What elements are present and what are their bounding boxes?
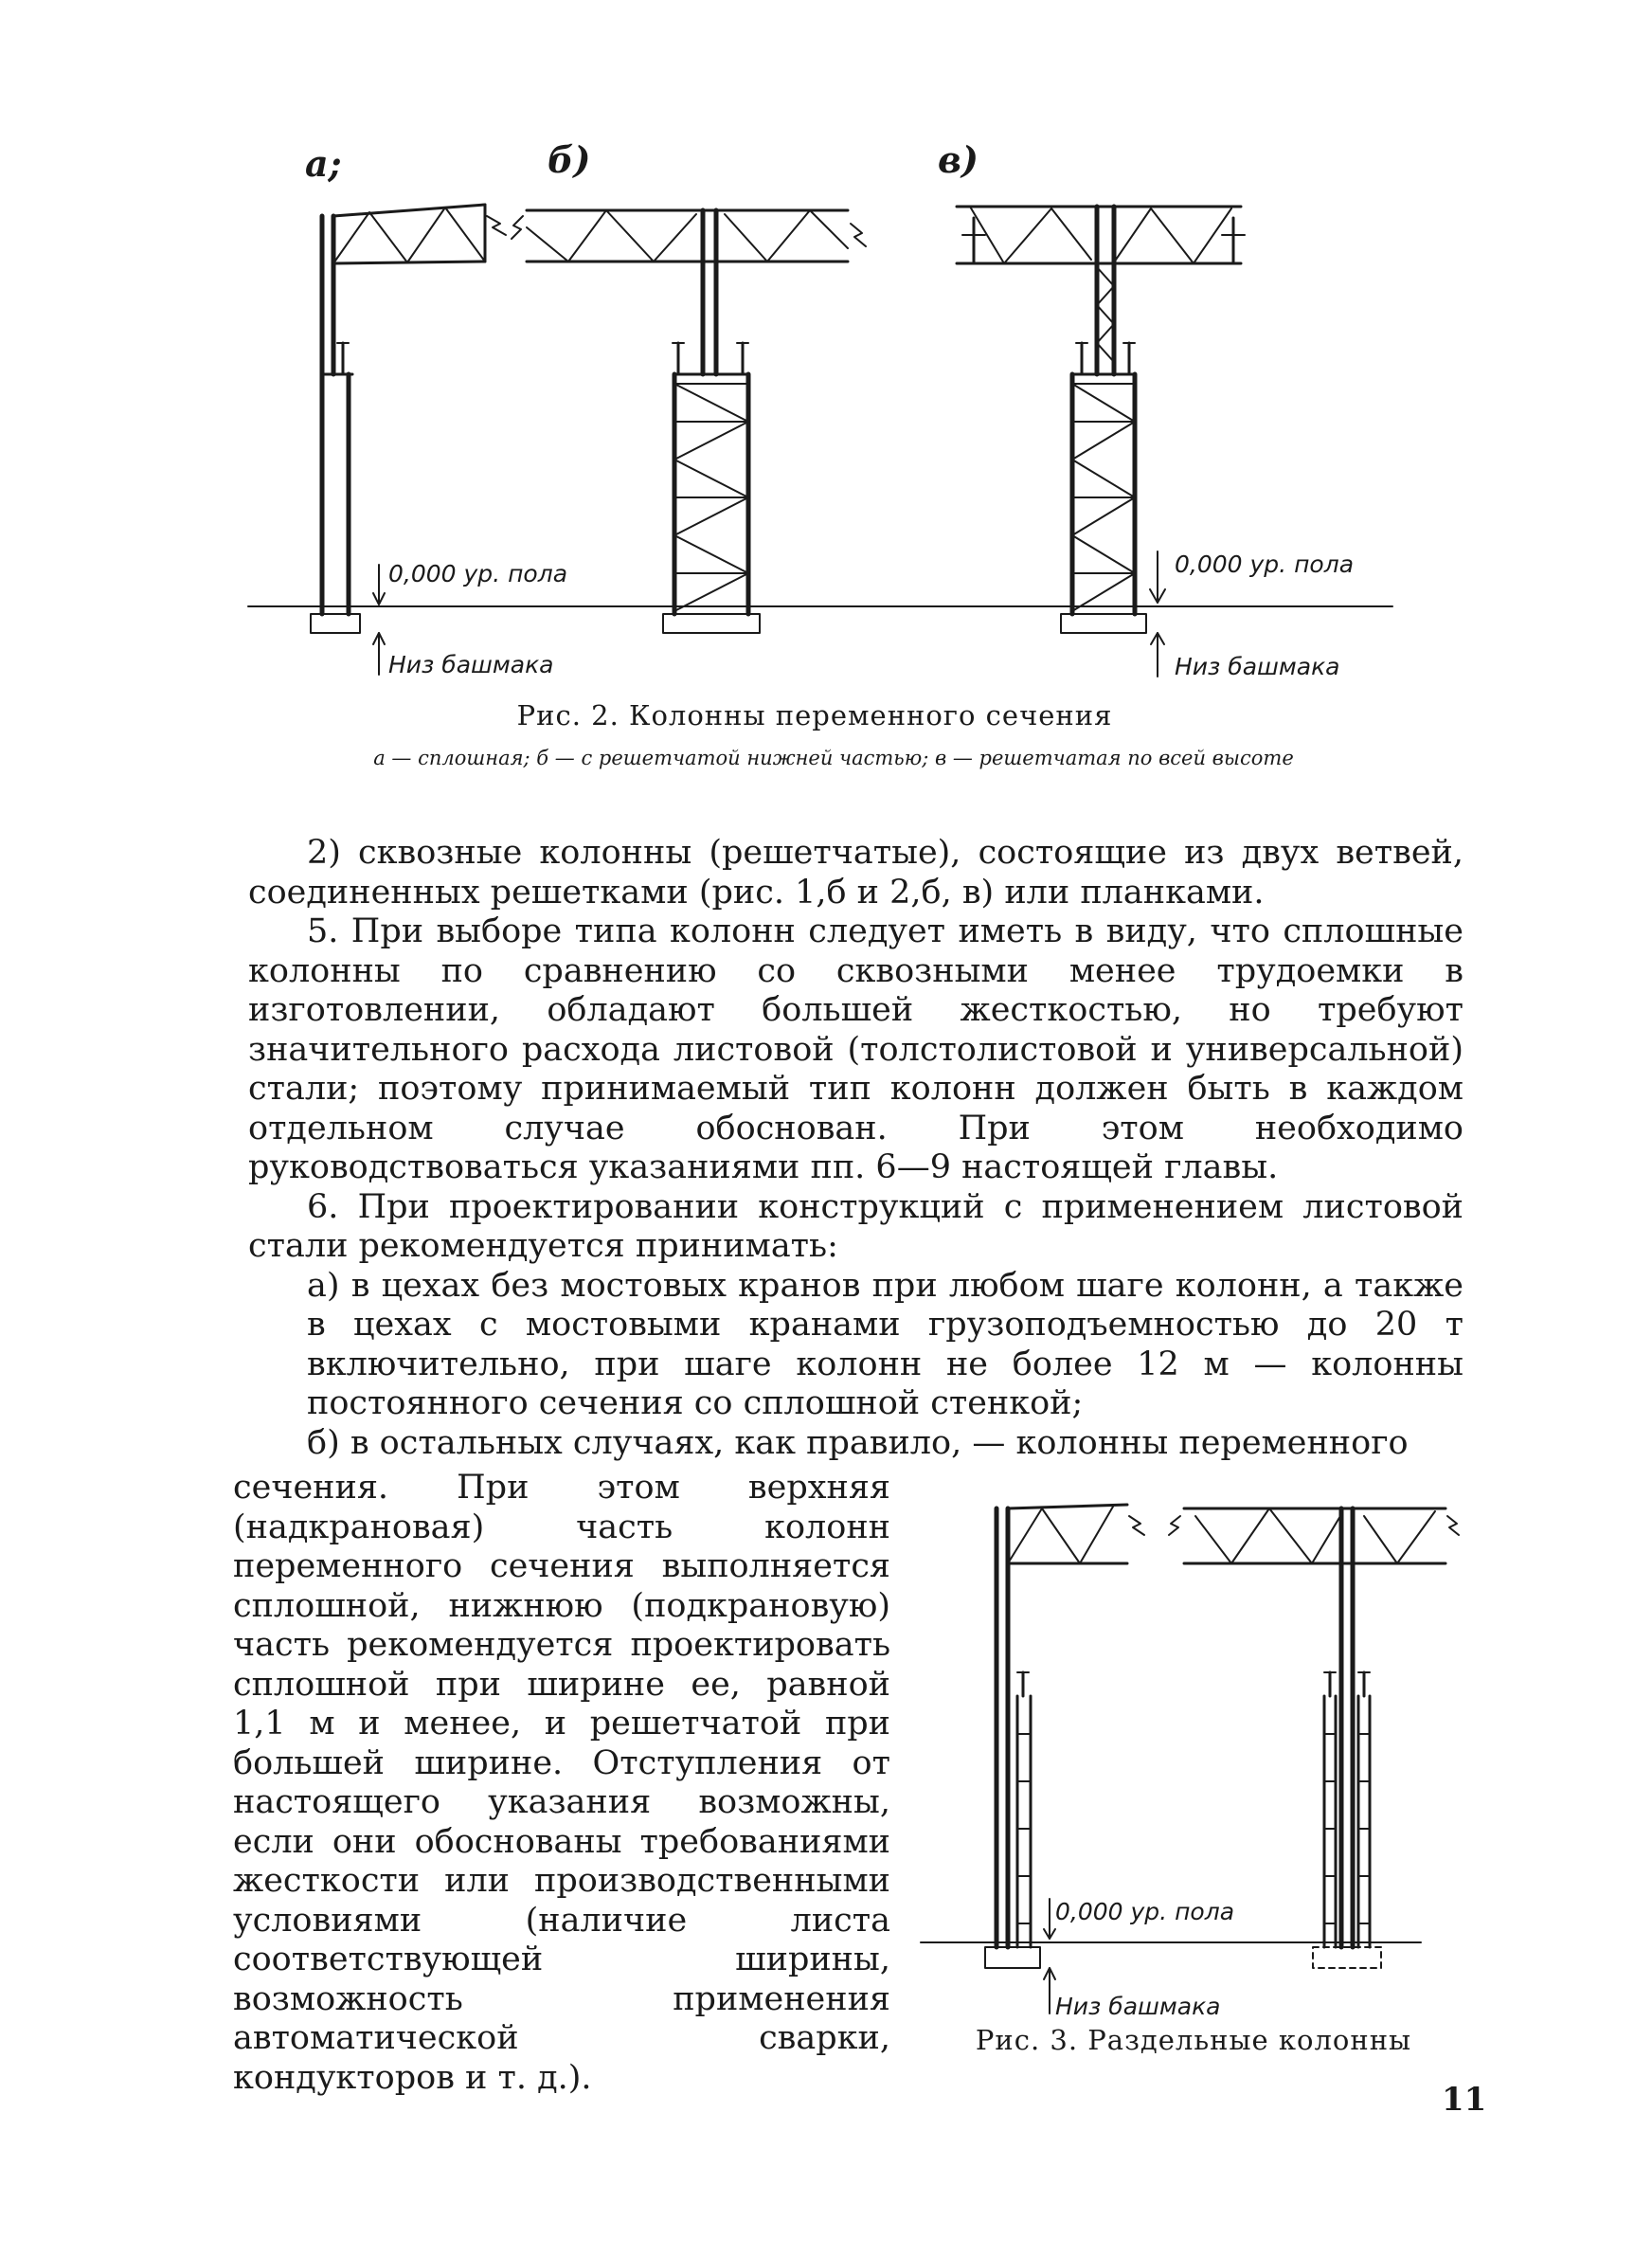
figure-2-legend: а — сплошная; б — с решетчатой нижней частью; в — решетчатая по всей высоте <box>373 747 1294 769</box>
bottom-label-a: Низ башмака <box>388 651 554 678</box>
level-label-c: 0,000 ур. пола <box>1175 551 1355 578</box>
panel-label-c: в) <box>938 138 979 181</box>
figure-2-title: Рис. 2. Колонны переменного сечения <box>516 699 1113 731</box>
figure-3-caption-wrap <box>928 2024 1459 2056</box>
page-number: 11 <box>1442 2081 1487 2119</box>
level-mark-3 <box>1044 1899 1055 2013</box>
figure-3-caption: Рис. 3. Раздельные колонны <box>975 2024 1412 2056</box>
bottom-label-3: Низ башмака <box>1055 1993 1221 2020</box>
paragraph-6a: а) в цехах без мостовых кранов при любом шаге колонн, а также в цехах с мостовыми кранами грузоподъемностью до 20 т включительно, при шаге колонн не более 12 м — колонны постоянного сечения со сплошной стенкой; <box>307 1266 1463 1422</box>
panel-label-a: а; <box>305 142 342 185</box>
paragraph-6: 6. При проектировании конструкций с применением листовой стали рекомендуется принимать: <box>248 1187 1463 1265</box>
paragraph-through-columns: 2) сквозные колонны (решетчатые), состоящие из двух ветвей, соединенных решетками (рис. 1,б и 2,б, в) или планками. <box>248 834 1463 912</box>
panel-label-b: б) <box>548 138 591 181</box>
paragraph-6b-body: сечения. При этом верхняя (надкрановая) часть колонн переменного сечения выполняется сплошной, нижнюю (подкрановую) часть рекомендуется проектировать сплошной при ширине ее, равной 1,1 м и менее, и решетчатой при большей ширине. Отступления от настоящего указания возможны, если они обоснованы требованиями жесткости или производственными условиями (наличие листа соответствующей ширины, возможность применения автоматической сварки, кондукторов и т. д.). <box>233 1469 890 2097</box>
bottom-label-c: Низ башмака <box>1175 653 1340 680</box>
level-label-3: 0,000 ур. пола <box>1055 1898 1235 1925</box>
paragraph-5: 5. При выборе типа колонн следует иметь в виду, что сплошные колонны по сравнению со сквозными менее трудоемки в изготовлении, обладают большей жесткостью, но требуют значительного расхода листовой (толстолистовой и универсальной) стали; поэтому принимаемый тип колонн должен быть в каждом отдельном случае обоснован. При этом необходимо руководствоваться указаниями пп. 6—9 настоящей главы. <box>248 912 1463 1186</box>
paragraph-6b-head: б) в остальных случаях, как правило, — колонны переменного <box>307 1423 1409 1462</box>
level-label-a: 0,000 ур. пола <box>388 560 568 587</box>
